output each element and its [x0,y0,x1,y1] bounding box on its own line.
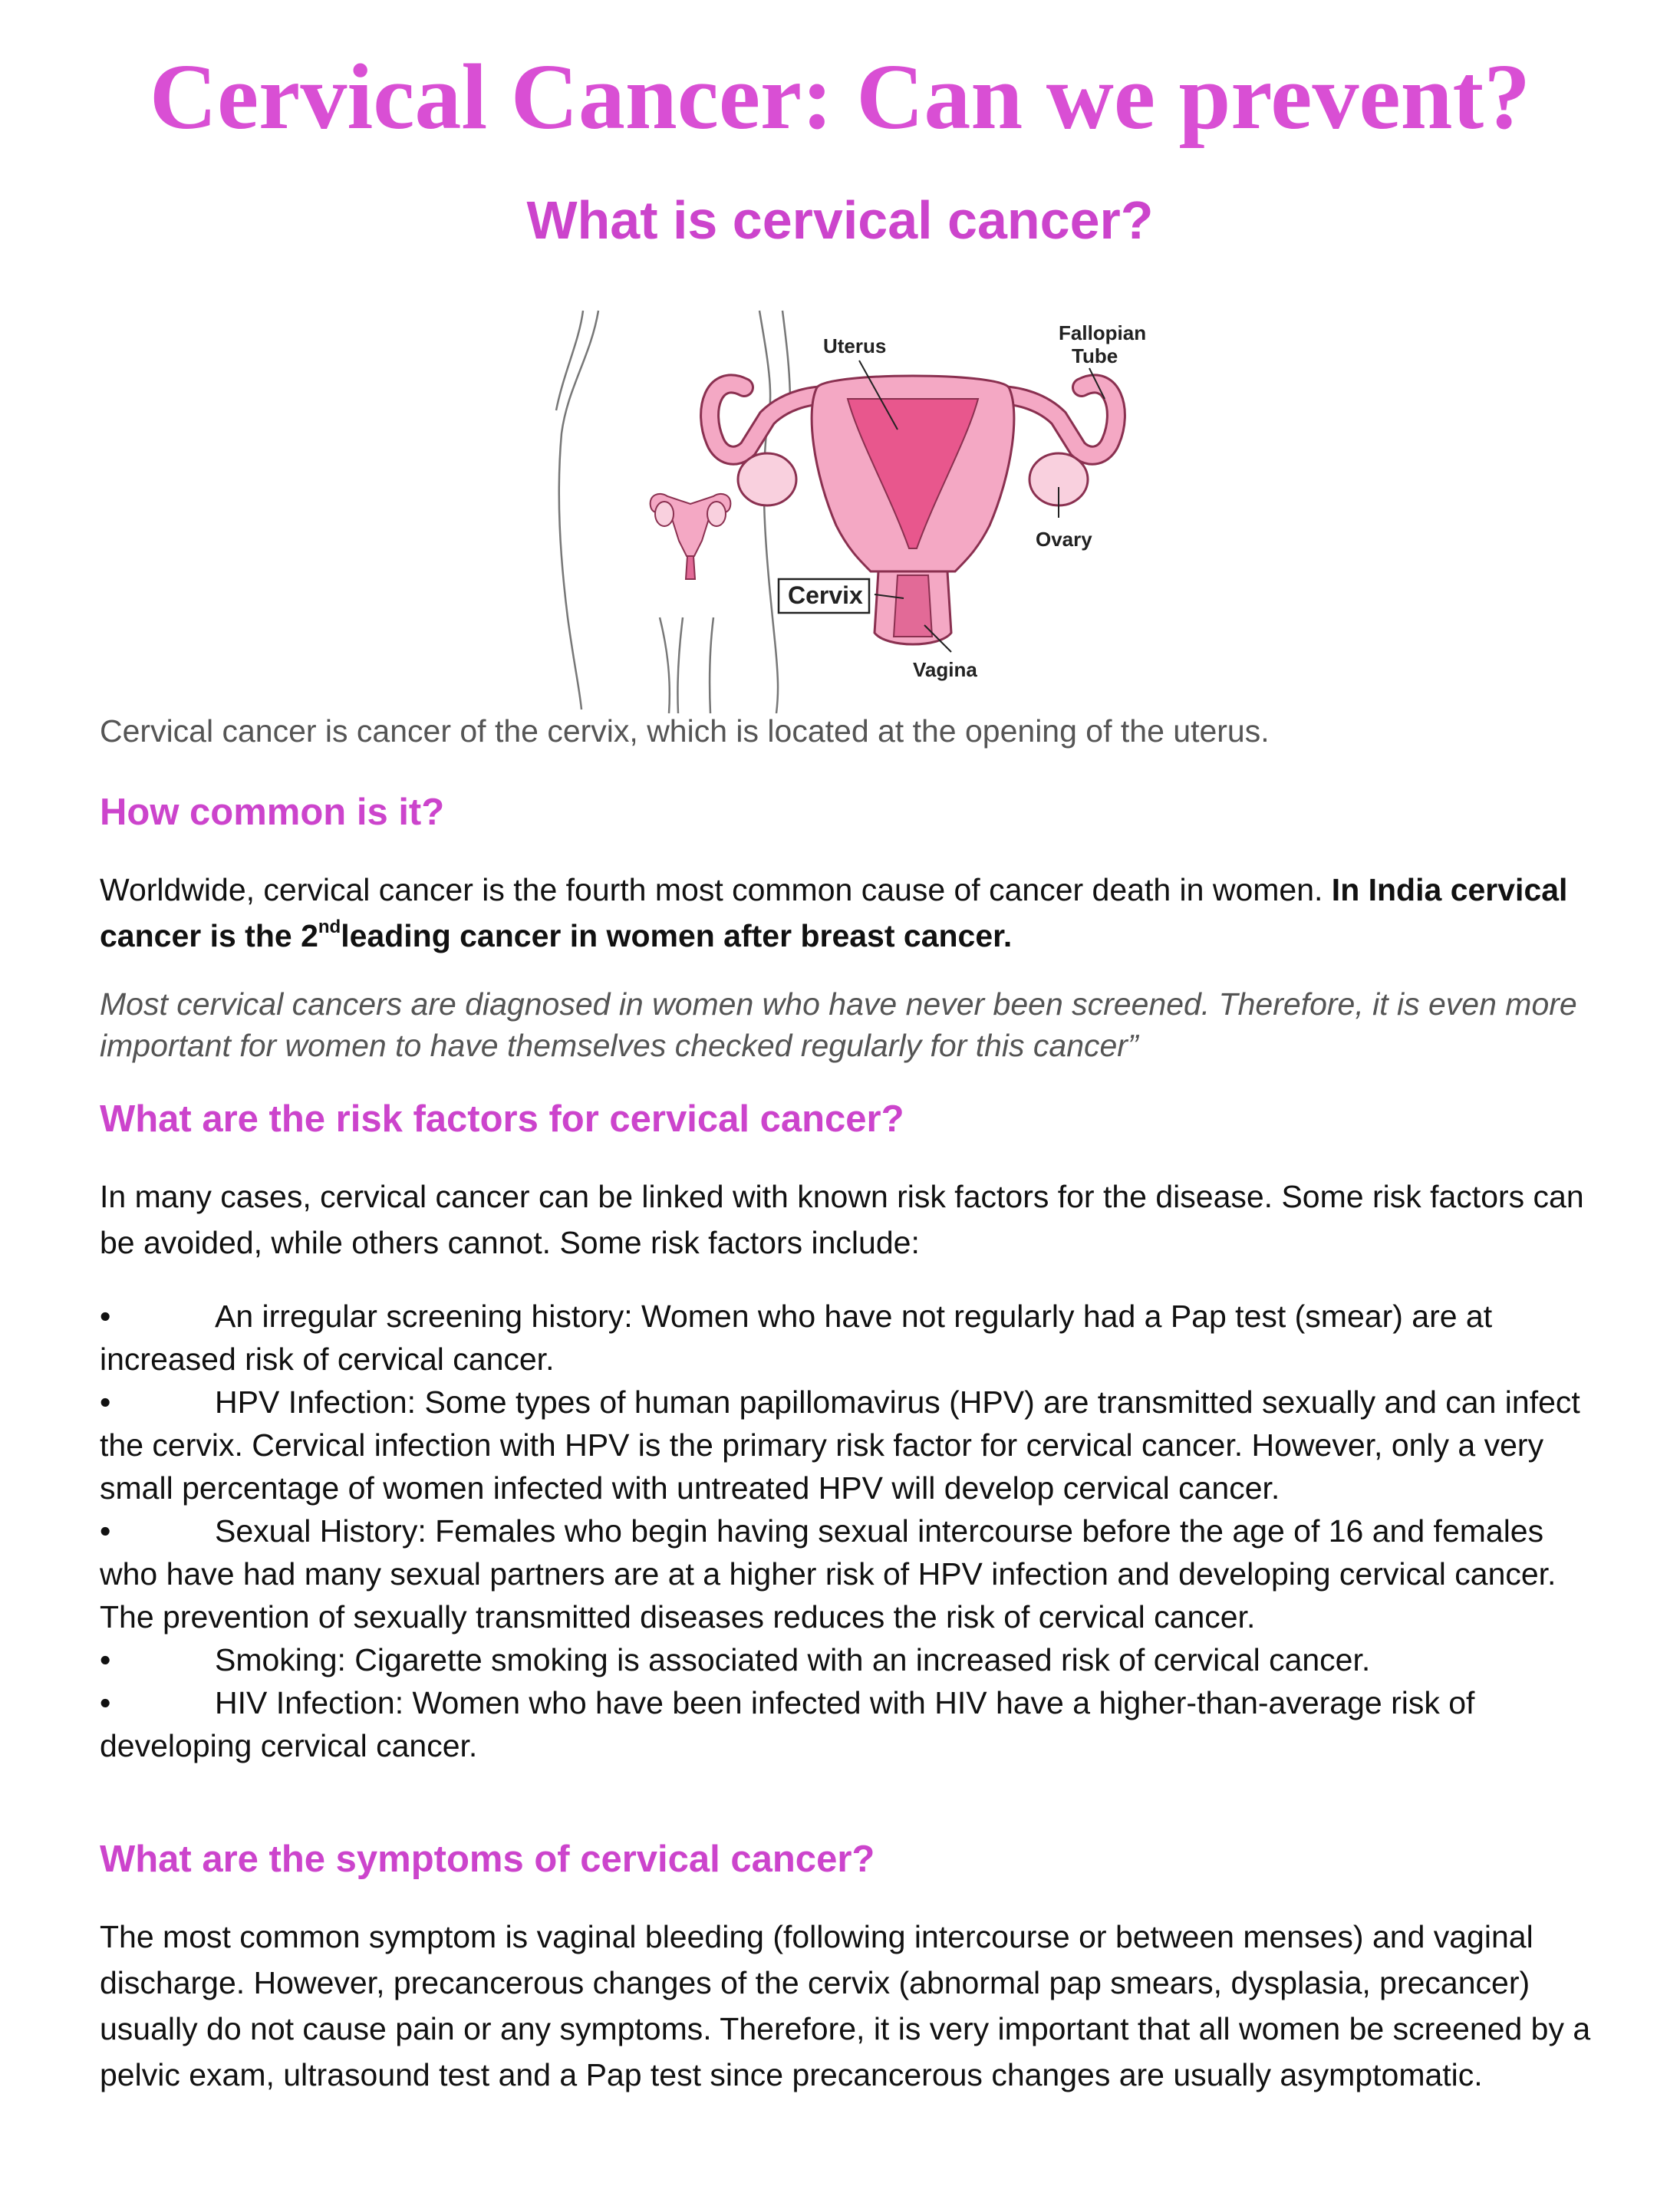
small-uterus-icon [651,494,731,579]
label-vagina: Vagina [913,658,977,681]
risk-factor-text: Smoking: Cigarette smoking is associated with an increased risk of cervical cancer. [215,1642,1371,1677]
india-statement-part-2: leading cancer in women after breast cancer. [341,918,1013,953]
label-ovary: Ovary [1036,528,1092,551]
label-fallopian-1: Fallopian [1059,321,1147,344]
screening-quote: Most cervical cancers are diagnosed in women who have never been screened. Therefore, it is even more important for women to have themselves checked regularly for this cancer” [100,986,1577,1063]
symptoms-paragraph: The most common symptom is vaginal bleeding (following intercourse or between menses) and vaginal discharge. However, precancerous changes of the cervix (abnormal pap smears, dysplasia, precancer) usually do not cause pain or any symptoms. Therefore, it is very important that all women be screened by a pelvic exam, ultrasound test and a Pap test since precancerous changes are usually asymptomatic. [100,1919,1591,2092]
risk-factor-text: HPV Infection: Some types of human papillomavirus (HPV) are transmitted sexually and can infect the cervix. Cervical infection with HPV is the primary risk factor for cervical cancer. However, only a very small percentage of women infected with untreated HPV will develop cervical cancer. [100,1384,1580,1506]
bullet-marker: • [100,1685,111,1720]
list-item [100,1295,1596,1381]
label-cervix: Cervix [788,581,863,609]
risk-factor-text: HIV Infection: Women who have been infected with HIV have a higher-than-average risk of developing cervical cancer. [100,1685,1475,1763]
risk-factors-list [100,1295,1596,1767]
india-statement-superscript: nd [318,917,341,937]
risk-factors-intro: In many cases, cervical cancer can be linked with known risk factors for the disease. Some risk factors can be avoided, while others cannot. Some risk factors include: [100,1179,1584,1260]
label-uterus: Uterus [823,334,887,357]
india-statement-part-1: In India cervical cancer is the 2 [100,872,1568,953]
list-item [100,1638,1596,1681]
uterus-anatomy-illustration [537,295,1151,713]
bullet-marker: • [100,1642,111,1677]
label-fallopian-2: Tube [1072,344,1118,367]
intro-text: Cervical cancer is cancer of the cervix, which is located at the opening of the uterus. [100,713,1270,749]
section-heading-risk-factors: What are the risk factors for cervical cancer? [100,1098,904,1140]
page-title: Cervical Cancer: Can we prevent? [149,45,1531,149]
list-item [100,1681,1596,1767]
list-item [100,1381,1596,1509]
bullet-marker: • [100,1299,111,1334]
risk-factor-text: Sexual History: Females who begin having sexual intercourse before the age of 16 and females who have had many sexual partners are at a higher risk of HPV infection and developing cervical cancer. The prevention of sexually transmitted diseases reduces the risk of cervical cancer. [100,1513,1556,1635]
how-common-text: Worldwide, cervical cancer is the fourth most common cause of cancer death in women. [100,872,1332,907]
risk-factor-text: An irregular screening history: Women who have not regularly had a Pap test (smear) are at increased risk of cervical cancer. [100,1299,1493,1377]
how-common-paragraph [100,867,1596,959]
bullet-marker: • [100,1513,111,1549]
list-item [100,1509,1596,1638]
section-heading-symptoms: What are the symptoms of cervical cancer? [100,1839,875,1880]
section-heading-what-is: What is cervical cancer? [526,190,1154,250]
section-heading-how-common: How common is it? [100,792,445,833]
bullet-marker: • [100,1384,111,1420]
